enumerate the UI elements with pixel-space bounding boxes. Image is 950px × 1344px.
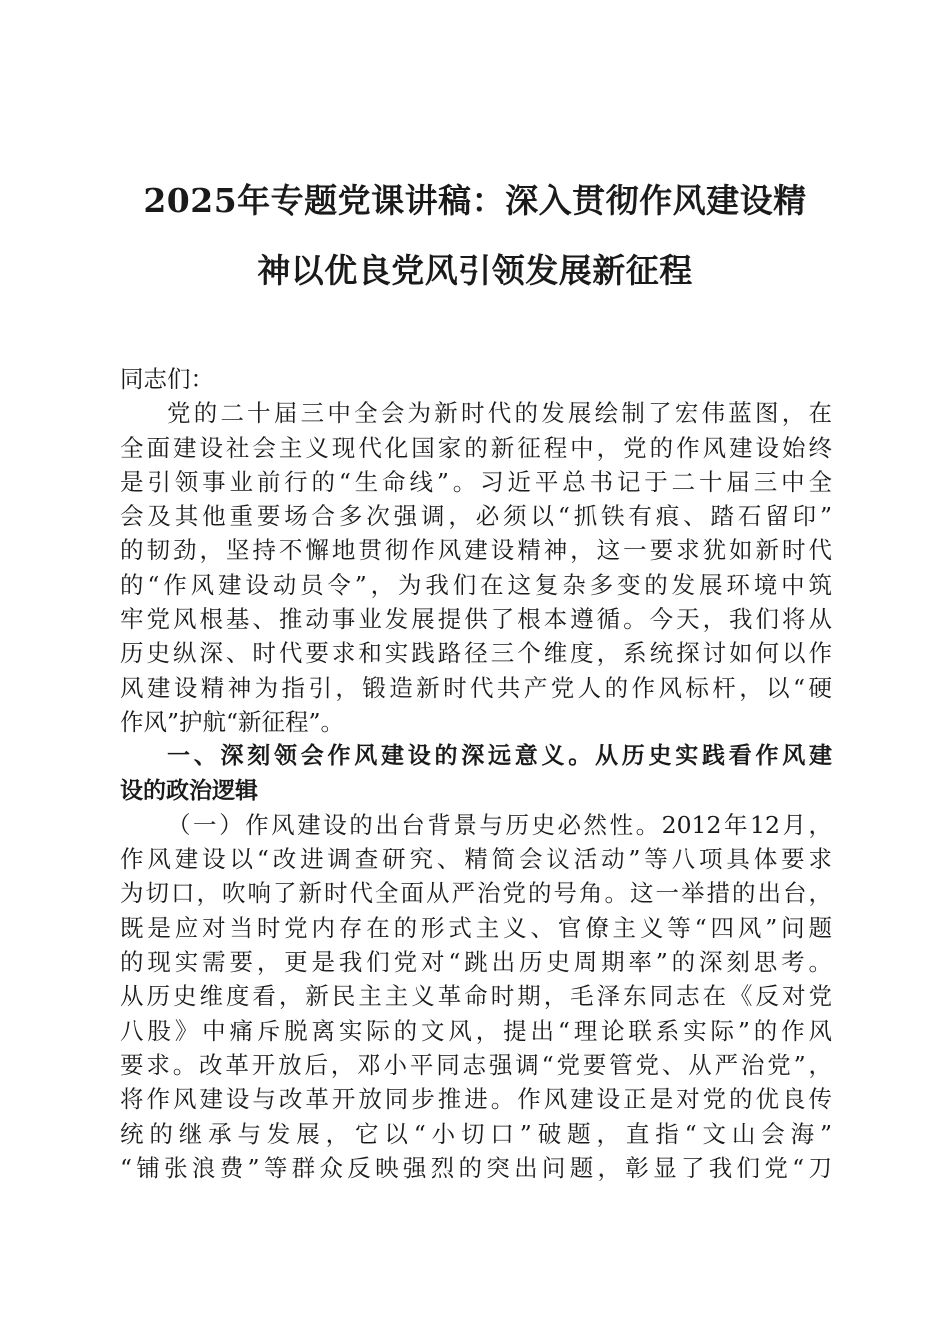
paragraph-line: 全面建设社会主义现代化国家的新征程中，党的作风建设始终 bbox=[120, 433, 832, 462]
paragraph-line: 既是应对当时党内存在的形式主义、官僚主义等“四风”问题 bbox=[120, 913, 832, 942]
paragraph-line: 作风建设以“改进调查研究、精简会议活动”等八项具体要求 bbox=[120, 845, 832, 874]
document-body bbox=[120, 362, 832, 1185]
paragraph-line: 统的继承与发展，它以“小切口”破题，直指“文山会海” bbox=[120, 1119, 832, 1148]
paragraph-line: 作风”护航“新征程”。 bbox=[120, 707, 345, 736]
paragraph-line: 牢党风根基、推动事业发展提供了根本遵循。今天，我们将从 bbox=[120, 605, 832, 634]
paragraph-line: 的韧劲，坚持不懈地贯彻作风建设精神，这一要求犹如新时代 bbox=[120, 536, 832, 565]
paragraph-line: 是引领事业前行的“生命线”。习近平总书记于二十届三中全 bbox=[120, 467, 832, 496]
salutation: 同志们： bbox=[120, 365, 214, 393]
paragraph-line: （一）作风建设的出台背景与历史必然性。2012年12月， bbox=[167, 810, 832, 839]
paragraph-line: 会及其他重要场合多次强调，必须以“抓铁有痕、踏石留印” bbox=[120, 502, 832, 531]
paragraph-line: 历史纵深、时代要求和实践路径三个维度，系统探讨如何以作 bbox=[120, 639, 832, 668]
paragraph-line: 将作风建设与改革开放同步推进。作风建设正是对党的优良传 bbox=[120, 1085, 832, 1114]
section-heading-1 bbox=[120, 739, 832, 808]
paragraph-line: 的现实需要，更是我们党对“跳出历史周期率”的深刻思考。 bbox=[120, 948, 832, 977]
paragraph-intro bbox=[120, 396, 832, 739]
paragraph-line: 的“作风建设动员令”，为我们在这复杂多变的发展环境中筑 bbox=[120, 570, 832, 599]
paragraph-line: 党的二十届三中全会为新时代的发展绘制了宏伟蓝图，在 bbox=[167, 399, 832, 428]
paragraph-subsection-1 bbox=[120, 808, 832, 1185]
title-line-2: 神以优良党风引领发展新征程 bbox=[257, 251, 693, 290]
paragraph-line: 为切口，吹响了新时代全面从严治党的号角。这一举措的出台， bbox=[120, 879, 832, 908]
paragraph-line: 从历史维度看，新民主主义革命时期，毛泽东同志在《反对党 bbox=[120, 982, 832, 1011]
title-line-1: 2025年专题党课讲稿：深入贯彻作风建设精 bbox=[143, 181, 807, 220]
paragraph-line: 要求。改革开放后，邓小平同志强调“党要管党、从严治党”， bbox=[120, 1050, 832, 1079]
document-title bbox=[100, 166, 850, 306]
paragraph-line: 八股》中痛斥脱离实际的文风，提出“理论联系实际”的作风 bbox=[120, 1016, 832, 1045]
heading-line: 一、深刻领会作风建设的深远意义。从历史实践看作风建 bbox=[167, 743, 832, 770]
paragraph-line: 风建设精神为指引，锻造新时代共产党人的作风标杆，以“硬 bbox=[120, 673, 832, 702]
paragraph-line: “铺张浪费”等群众反映强烈的突出问题，彰显了我们党“刀 bbox=[120, 1153, 832, 1182]
heading-line: 设的政治逻辑 bbox=[120, 777, 258, 804]
